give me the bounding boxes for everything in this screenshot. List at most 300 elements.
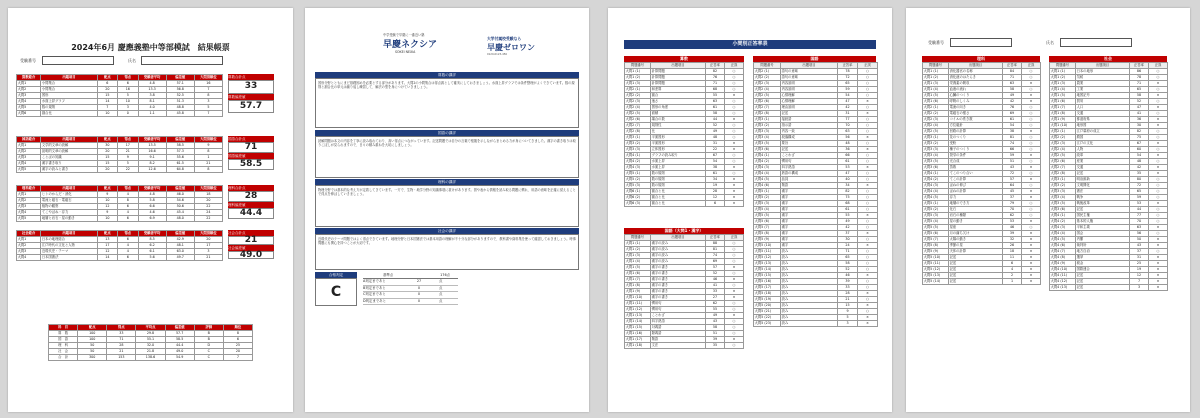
accuracy-cell: 58 — [706, 111, 725, 117]
table-cell: 植物の観察 — [41, 204, 97, 210]
summary-cell: 58.5 — [165, 337, 194, 343]
accuracy-cell: 大問2 (5) — [625, 111, 651, 117]
column-header: 偏差値 — [166, 231, 194, 237]
accuracy-cell: ○ — [1149, 207, 1168, 213]
accuracy-page-2 — [906, 8, 1190, 412]
accuracy-cell: ○ — [725, 283, 744, 289]
column-header: 出題項目 — [41, 137, 97, 143]
accuracy-cell: 大問1 (18) — [625, 343, 651, 349]
accuracy-cell: 大問2 (4) — [754, 87, 781, 93]
table-cell: 8.2 — [138, 161, 166, 167]
accuracy-cell: 読み — [781, 303, 838, 309]
accuracy-cell: 大問2 (7) — [754, 105, 781, 111]
accuracy-cell: 64 — [1003, 183, 1022, 189]
table-row — [17, 255, 223, 261]
accuracy-cell: 漢字の書き — [651, 283, 706, 289]
accuracy-cell: 72 — [1003, 171, 1022, 177]
eval-row-value: 0 — [417, 298, 421, 303]
accuracy-cell: × — [858, 243, 878, 249]
table-cell: 45.4 — [166, 210, 194, 216]
accuracy-cell: 指示語 — [781, 123, 838, 129]
accuracy-header: 正誤 — [725, 235, 744, 241]
accuracy-cell: 比 — [651, 129, 706, 135]
accuracy-cell: 明治維新 — [1076, 177, 1130, 183]
accuracy-cell: 70 — [1130, 219, 1149, 225]
accuracy-cell: 63 — [1003, 81, 1022, 87]
accuracy-cell: 71 — [1130, 81, 1149, 87]
accuracy-cell: 大問2 (8) — [1050, 171, 1076, 177]
name-field[interactable] — [141, 56, 223, 65]
accuracy-cell: ○ — [1149, 195, 1168, 201]
accuracy-cell: 大問2 (4) — [625, 105, 651, 111]
accuracy-cell: 35 — [706, 343, 725, 349]
accuracy-cell: 57 — [1003, 177, 1022, 183]
accuracy-cell: ○ — [858, 159, 878, 165]
accuracy-cell: 大問3 (1) — [754, 117, 781, 123]
accuracy-cell: 数の規則 — [651, 183, 706, 189]
accuracy-cell: × — [1022, 99, 1041, 105]
accuracy-cell: 四字熟語 — [651, 319, 706, 325]
table-cell: 16 — [118, 87, 138, 93]
accuracy-cell: 記述 — [949, 273, 1003, 279]
accuracy-cell: 44 — [706, 117, 725, 123]
accuracy-cell: 地形図 — [1076, 123, 1130, 129]
accuracy-cell: 大問3 (4) — [923, 153, 949, 159]
accuracy-cell: 記述 — [1076, 171, 1130, 177]
eval-row-unit: 点 — [439, 292, 443, 297]
eval-row-label: A判定まであと — [363, 279, 386, 283]
accuracy-cell: ○ — [858, 201, 878, 207]
table-cell: 大問4 — [17, 161, 41, 167]
accuracy-cell: 農業 — [1076, 81, 1130, 87]
eval-rows — [363, 279, 458, 305]
table-cell: 49.7 — [166, 255, 194, 261]
accuracy-cell: 大問1 (2) — [1050, 75, 1076, 81]
accuracy-cell: 計算問題 — [651, 81, 706, 87]
accuracy-cell: 大問1 (5) — [1050, 93, 1076, 99]
table-row — [17, 111, 223, 117]
accuracy-cell: 67 — [1130, 141, 1149, 147]
accuracy-cell: × — [1149, 273, 1168, 279]
accuracy-cell: 熟語の構成 — [781, 171, 838, 177]
table-cell: 14 — [97, 255, 117, 261]
accuracy-cell: ○ — [725, 247, 744, 253]
accuracy-cell: 78 — [1130, 75, 1149, 81]
subject-score-box — [228, 74, 274, 113]
accuracy-cell: 読み — [781, 285, 838, 291]
table-cell: 20 — [97, 87, 117, 93]
table-cell: 20 — [194, 198, 222, 204]
table-cell: 8 — [194, 167, 222, 173]
accuracy-cell: 50 — [1130, 237, 1149, 243]
summary-header: 偏差値 — [165, 325, 194, 331]
accuracy-cell: 水面上昇 — [651, 165, 706, 171]
accuracy-cell: ○ — [1022, 207, 1041, 213]
table-cell: 大問2 — [17, 87, 41, 93]
accuracy-cell: 大問5 (13) — [923, 273, 949, 279]
accuracy-cell: 大問1 (2) — [923, 75, 949, 81]
accuracy-cell: 70 — [838, 123, 858, 129]
accuracy-cell: × — [1022, 219, 1041, 225]
accuracy-cell: 太陽の動き — [949, 237, 1003, 243]
accuracy-cell: 49 — [1003, 93, 1022, 99]
accuracy-header: 問題番号 — [625, 235, 651, 241]
eval-row-label: C判定まであと — [363, 292, 386, 297]
summary-cell: 33 — [107, 331, 136, 337]
table-cell: 電流と磁石・電磁石 — [41, 198, 97, 204]
accuracy-cell: × — [1149, 225, 1168, 231]
accuracy-cell: 大問1 (6) — [625, 271, 651, 277]
accuracy-cell: 68 — [838, 201, 858, 207]
table-cell: 9 — [97, 192, 117, 198]
column-header: 得点 — [118, 186, 138, 192]
accuracy-cell: 19 — [706, 183, 725, 189]
accuracy-cell: 26 — [1003, 243, 1022, 249]
accuracy-cell: 類義語 — [651, 331, 706, 337]
accuracy-cell: ○ — [1022, 111, 1041, 117]
accuracy-cell: 数の規則 — [651, 177, 706, 183]
table-cell: 大問3 — [17, 155, 41, 161]
accuracy-cell: 37 — [1003, 195, 1022, 201]
table-cell: 大問1 — [17, 237, 41, 243]
accuracy-cell: 血液の流れ — [949, 87, 1003, 93]
accuracy-cell: 漢字 — [781, 231, 838, 237]
accuracy-cell: 慣用句 — [651, 307, 706, 313]
accuracy-cell: 82 — [706, 69, 725, 75]
accuracy-cell: 内閣 — [1076, 237, 1130, 243]
accuracy-cell: × — [858, 135, 878, 141]
accuracy-cell: 54 — [838, 93, 858, 99]
accuracy-cell: ○ — [725, 99, 744, 105]
subject-table — [16, 136, 223, 173]
accuracy-cell: 1 — [1003, 279, 1022, 285]
accuracy-cell: 記述 — [781, 111, 838, 117]
accuracy-cell: 41 — [706, 283, 725, 289]
column-header: 算数総合 — [17, 75, 41, 81]
table-cell: 6.9 — [138, 216, 166, 222]
accuracy-cell: 52 — [1130, 99, 1149, 105]
accuracy-cell: 大問3 (6) — [1050, 207, 1076, 213]
accuracy-cell: 大問1 (6) — [923, 99, 949, 105]
column-header: 受験者平均 — [138, 75, 166, 81]
accuracy-cell: ○ — [1022, 183, 1041, 189]
accuracy-cell: 49 — [706, 129, 725, 135]
summary-cell: 国 語 — [49, 337, 78, 343]
table-cell: 大問2 — [17, 243, 41, 249]
accuracy-cell: ○ — [858, 297, 878, 303]
subject-table — [16, 185, 223, 222]
table-cell: 10 — [97, 198, 117, 204]
table-cell: 15 — [97, 93, 117, 99]
table-cell: 4.8 — [138, 192, 166, 198]
accuracy-cell: 大問1 (13) — [625, 313, 651, 319]
accuracy-cell: 大問3 (3) — [754, 129, 781, 135]
accuracy-cell: 読み — [781, 321, 838, 327]
target-value: 176点 — [440, 273, 450, 277]
table-cell: 52.5 — [166, 93, 194, 99]
deviation-label: 算数偏差値 — [228, 94, 274, 100]
accuracy-header: 出題項目 — [651, 63, 706, 69]
accuracy-cell: 大問4 (7) — [1050, 249, 1076, 255]
accuracy-cell: 45 — [1003, 189, 1022, 195]
comment-title: 理科の講評 — [315, 179, 579, 185]
accuracy-cell: 大問5 (20) — [754, 303, 781, 309]
accuracy-cell: 4 — [1003, 267, 1022, 273]
accuracy-cell: 大問2 (2) — [625, 93, 651, 99]
column-header: 大問別順位 — [194, 231, 222, 237]
table-cell: 6 — [118, 237, 138, 243]
accuracy-page — [608, 8, 892, 412]
accuracy-cell: 内容説明 — [781, 87, 838, 93]
table-cell: 5 — [194, 105, 222, 111]
table-cell: 48.8 — [166, 105, 194, 111]
accuracy-cell: ことわざ — [781, 153, 838, 159]
accuracy-cell: 大問4 (5) — [923, 195, 949, 201]
accuracy-cell: 漢字 — [781, 189, 838, 195]
accuracy-cell: 67 — [706, 153, 725, 159]
accuracy-cell: 19 — [1130, 267, 1149, 273]
accuracy-cell: 漢字の読み — [651, 253, 706, 259]
accuracy-cell: 44 — [1130, 207, 1149, 213]
accuracy-cell: 基本的人権 — [1076, 219, 1130, 225]
accuracy-cell: ○ — [858, 171, 878, 177]
accuracy-cell: ことわざ — [651, 313, 706, 319]
accuracy-cell: ○ — [858, 219, 878, 225]
accuracy-cell: ○ — [725, 153, 744, 159]
accuracy-cell: ○ — [1022, 171, 1041, 177]
table-cell: 4.8 — [138, 81, 166, 87]
name-label: 氏名 — [128, 58, 136, 63]
accuracy-cell: 月の満ち欠け — [949, 231, 1003, 237]
accuracy-cell: 28 — [706, 189, 725, 195]
accuracy-cell: 62 — [1003, 213, 1022, 219]
table-cell: 8 — [194, 93, 222, 99]
accuracy-cell: 地図記号 — [1076, 93, 1130, 99]
accuracy-cell: ○ — [1022, 225, 1041, 231]
column-header: 出題項目 — [41, 75, 97, 81]
table-cell: 13 — [97, 237, 117, 243]
zeroone-phone: 0120-0123-456 — [487, 53, 508, 56]
accuracy-subject-title: 国語 — [753, 56, 876, 62]
accuracy-cell: 大問5 (3) — [754, 201, 781, 207]
accuracy-cell: 大問1 (4) — [1050, 87, 1076, 93]
name-field-2[interactable] — [1060, 38, 1132, 47]
accuracy-cell: 読み — [781, 267, 838, 273]
accuracy-cell: 25 — [1130, 261, 1149, 267]
zeroone-name: 早慶ゼロワン — [487, 43, 535, 52]
accuracy-cell: ○ — [1149, 213, 1168, 219]
accuracy-cell: 大問2 (1) — [625, 87, 651, 93]
accuracy-cell: 大問3 (3) — [1050, 189, 1076, 195]
accuracy-cell: ○ — [1149, 189, 1168, 195]
accuracy-cell: 大問3 (2) — [1050, 183, 1076, 189]
table-cell: 大問6 — [17, 111, 41, 117]
accuracy-cell: 47 — [1130, 105, 1149, 111]
accuracy-cell: 47 — [838, 99, 858, 105]
accuracy-cell: 大問5 (3) — [625, 183, 651, 189]
accuracy-grid — [624, 234, 744, 349]
accuracy-cell: 65 — [838, 255, 858, 261]
accuracy-cell: × — [1149, 243, 1168, 249]
table-cell: 大問5 — [17, 105, 41, 111]
accuracy-cell: 漢字の読み — [651, 247, 706, 253]
exam-number-field[interactable] — [42, 56, 114, 65]
accuracy-cell: 70 — [1003, 207, 1022, 213]
accuracy-cell: 理由説明 — [781, 105, 838, 111]
accuracy-cell: × — [725, 183, 744, 189]
accuracy-cell: 要旨 — [781, 141, 838, 147]
accuracy-cell: 大問1 (3) — [625, 81, 651, 87]
summary-cell: 50 — [78, 343, 107, 349]
accuracy-cell: 割合と比 — [651, 201, 706, 207]
accuracy-cell: 21 — [838, 297, 858, 303]
accuracy-cell: 大問3 (1) — [1050, 177, 1076, 183]
accuracy-cell: ○ — [725, 123, 744, 129]
accuracy-cell: ○ — [725, 81, 744, 87]
table-cell: 文学的文章の読解 — [41, 143, 97, 149]
accuracy-cell: × — [858, 183, 878, 189]
accuracy-cell: ○ — [858, 177, 878, 183]
accuracy-cell: 大問5 (10) — [754, 243, 781, 249]
table-cell: 7 — [97, 105, 117, 111]
accuracy-cell: 大問5 (12) — [754, 255, 781, 261]
accuracy-cell: 大問1 (8) — [1050, 111, 1076, 117]
comment-section — [315, 228, 579, 270]
eval-row-unit: 点 — [439, 279, 443, 283]
accuracy-cell: ○ — [858, 123, 878, 129]
accuracy-cell: 大問5 (10) — [923, 255, 949, 261]
accuracy-cell: ○ — [725, 301, 744, 307]
table-cell: 46.0 — [166, 192, 194, 198]
accuracy-cell: × — [858, 273, 878, 279]
accuracy-cell: 59 — [838, 87, 858, 93]
accuracy-cell: 大問5 (14) — [923, 279, 949, 285]
eval-row-label: B判定まであと — [363, 285, 386, 290]
accuracy-cell: × — [725, 337, 744, 343]
accuracy-cell: 66 — [838, 153, 858, 159]
accuracy-cell: 大問1 (3) — [625, 253, 651, 259]
accuracy-cell: 大問1 (16) — [625, 331, 651, 337]
accuracy-cell: 文明開化 — [1076, 183, 1130, 189]
accuracy-cell: × — [1149, 237, 1168, 243]
accuracy-grid — [624, 62, 744, 207]
summary-cell: 理 科 — [49, 343, 78, 349]
table-cell: 4 — [118, 192, 138, 198]
accuracy-cell: 改革 — [1076, 153, 1130, 159]
accuracy-cell: ○ — [858, 249, 878, 255]
accuracy-cell: 58 — [706, 325, 725, 331]
accuracy-cell: 48 — [838, 141, 858, 147]
comment-section — [315, 72, 579, 128]
summary-cell: C — [194, 349, 223, 355]
accuracy-cell: 大問1 (7) — [1050, 105, 1076, 111]
accuracy-cell: × — [1022, 189, 1041, 195]
summary-cell: 54.9 — [165, 355, 194, 361]
accuracy-cell: 48 — [706, 135, 725, 141]
table-cell: 4 — [118, 210, 138, 216]
table-cell: 10 — [97, 216, 117, 222]
table-cell: 12.6 — [138, 167, 166, 173]
accuracy-cell: 大問5 (18) — [754, 291, 781, 297]
eval-row-unit: 点 — [439, 298, 443, 303]
accuracy-cell: 平面図形 — [651, 135, 706, 141]
summary-cell: 25 — [223, 343, 252, 349]
exam-number-label-2: 受験番号 — [928, 40, 944, 45]
table-cell: 0 — [118, 111, 138, 117]
summary-grid — [48, 324, 253, 361]
accuracy-cell: 大問2 (7) — [625, 123, 651, 129]
table-cell: 小問集合 — [41, 81, 97, 87]
exam-number-field-2[interactable] — [950, 38, 1012, 47]
table-cell: 漢字書き取り — [41, 161, 97, 167]
accuracy-cell: 化石 — [949, 207, 1003, 213]
accuracy-cell: 大問4 (8) — [1050, 255, 1076, 261]
accuracy-cell: 22 — [706, 147, 725, 153]
deviation-value: 44.4 — [228, 208, 274, 219]
accuracy-cell: 大問5 (8) — [923, 243, 949, 249]
accuracy-cell: 漢字 — [781, 207, 838, 213]
accuracy-cell: 54 — [1003, 123, 1022, 129]
accuracy-cell: 大問2 (5) — [1050, 153, 1076, 159]
accuracy-cell: ○ — [858, 75, 878, 81]
accuracy-cell: 大問2 (8) — [625, 129, 651, 135]
accuracy-header: 正誤 — [725, 63, 744, 69]
table-cell: 8.1 — [138, 99, 166, 105]
accuracy-cell: 52 — [706, 271, 725, 277]
accuracy-grid — [922, 62, 1041, 285]
accuracy-cell: 方位磁針 — [949, 123, 1003, 129]
table-cell: 50.6 — [166, 204, 194, 210]
table-cell: 18 — [194, 192, 222, 198]
table-cell: 6.1 — [138, 249, 166, 255]
accuracy-cell: × — [1022, 255, 1041, 261]
accuracy-cell: × — [725, 265, 744, 271]
accuracy-cell: 読み — [781, 315, 838, 321]
nexia-logo — [383, 32, 437, 54]
accuracy-title: 小問別正答率表 — [624, 40, 876, 49]
accuracy-cell: × — [725, 177, 744, 183]
accuracy-cell: × — [1022, 243, 1041, 249]
table-cell: 55.6 — [166, 155, 194, 161]
column-header: 大問別順位 — [194, 186, 222, 192]
accuracy-cell: ○ — [1149, 129, 1168, 135]
column-header: 配点 — [97, 137, 117, 143]
table-cell: 30 — [97, 143, 117, 149]
accuracy-cell: 大問2 (2) — [754, 75, 781, 81]
accuracy-cell: 34 — [706, 177, 725, 183]
accuracy-cell: 工業 — [1076, 87, 1130, 93]
table-cell: 大問3 — [17, 249, 41, 255]
accuracy-cell: 漢字の書き — [651, 289, 706, 295]
accuracy-cell: 江戸幕府の成立 — [1076, 129, 1130, 135]
accuracy-cell: × — [1022, 153, 1041, 159]
accuracy-cell: 大問1 (10) — [625, 295, 651, 301]
accuracy-cell: 55 — [838, 213, 858, 219]
accuracy-cell: 77 — [838, 117, 858, 123]
summary-header: 得点 — [107, 325, 136, 331]
accuracy-cell: 大問5 (5) — [754, 213, 781, 219]
accuracy-cell: 漢字 — [781, 213, 838, 219]
accuracy-cell: 36 — [838, 147, 858, 153]
accuracy-cell: 55 — [706, 93, 725, 99]
accuracy-cell: 大問4 (2) — [923, 177, 949, 183]
accuracy-cell: 計算問題 — [651, 75, 706, 81]
accuracy-cell: グラフの読み取り — [651, 153, 706, 159]
accuracy-cell: 大問1 (1) — [923, 69, 949, 75]
accuracy-cell: ○ — [725, 135, 744, 141]
accuracy-cell: × — [1022, 129, 1041, 135]
table-cell: 大問5 — [17, 167, 41, 173]
